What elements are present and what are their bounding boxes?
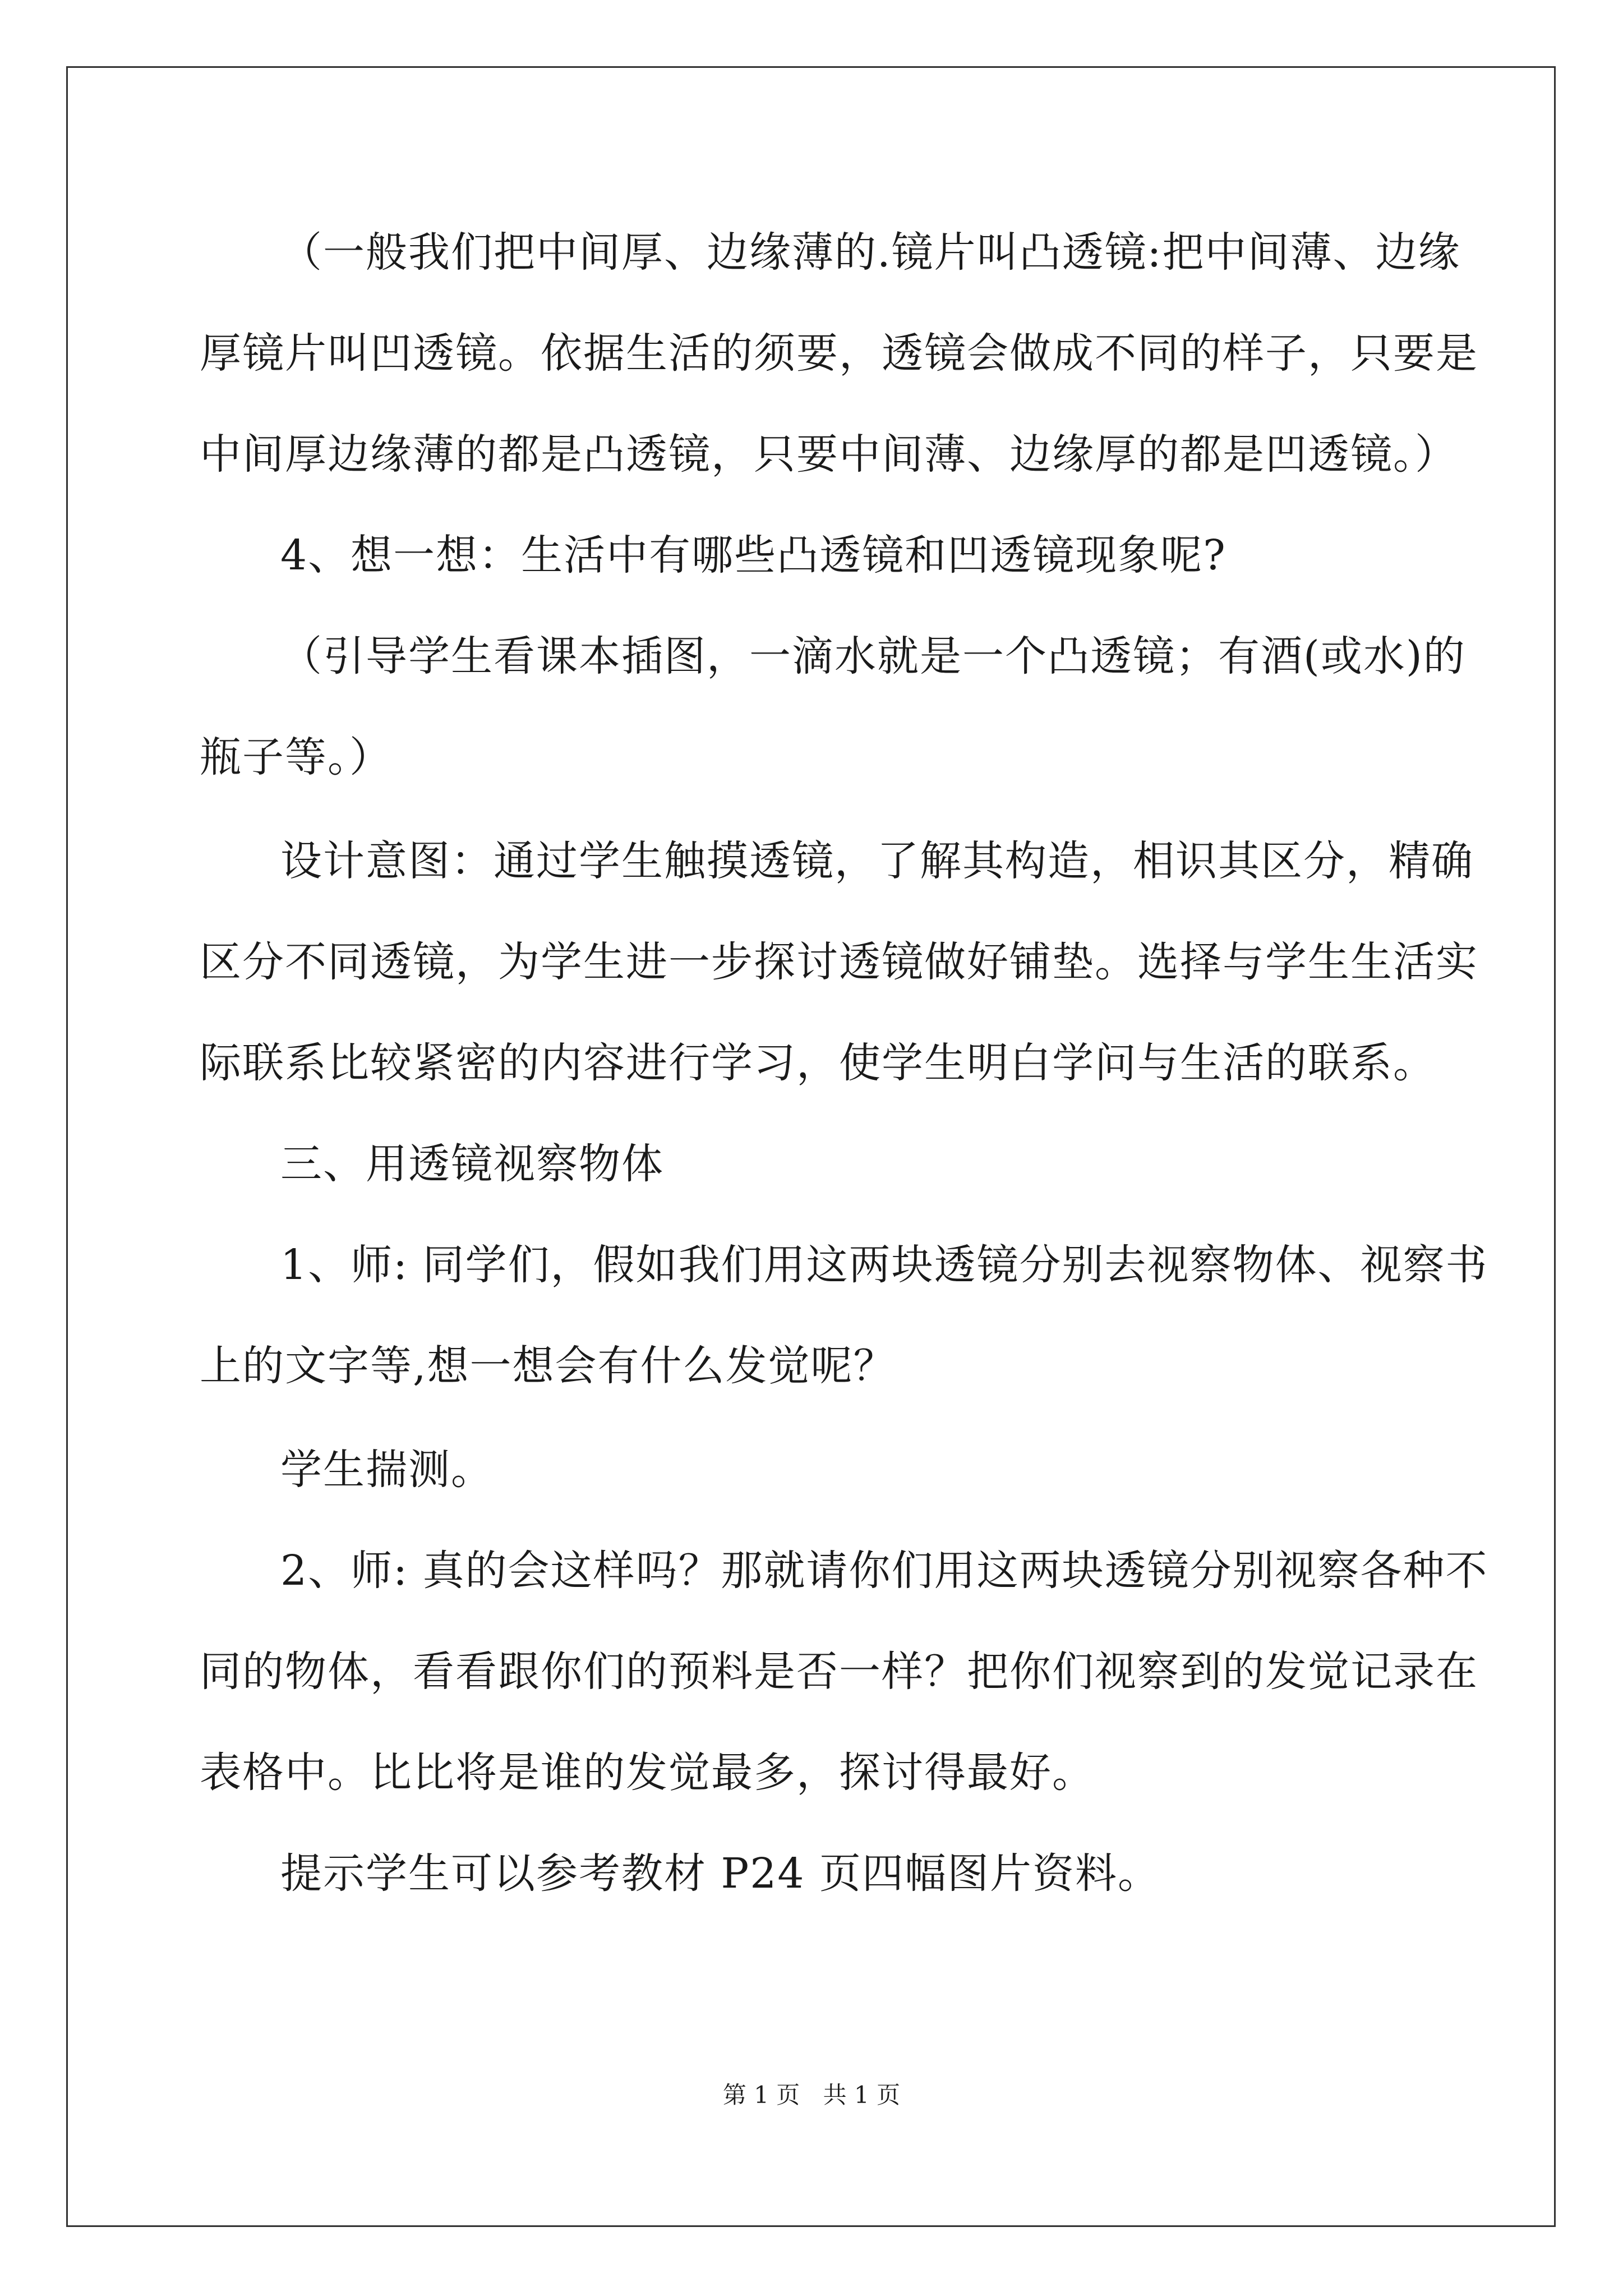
section-heading: 三、用透镜视察物体: [280, 1140, 664, 1188]
paragraph-line: 学生揣测。: [280, 1446, 494, 1494]
page-number: 第 1 页: [722, 2081, 800, 2109]
paragraph-line: 设计意图：通过学生触摸透镜，了解其构造，相识其区分，精确: [280, 837, 1474, 885]
paragraph-line: 瓶子等。）: [200, 733, 392, 781]
paragraph-line: 表格中。比比将是谁的发觉最多，探讨得最好。: [200, 1749, 1095, 1797]
paragraph-line: （引导学生看课本插图，一滴水就是一个凸透镜；有酒(或水)的: [280, 632, 1466, 680]
paragraph-line: 提示学生可以参考教材 P24 页四幅图片资料。: [280, 1849, 1160, 1898]
paragraph-line: 区分不同透镜，为学生进一步探讨透镜做好铺垫。选择与学生生活实: [200, 938, 1478, 986]
paragraph-line: 4、想一想：生活中有哪些凸透镜和凹透镜现象呢?: [280, 531, 1227, 579]
paragraph-line: 厚镜片叫凹透镜。依据生活的须要，透镜会做成不同的样子，只要是: [200, 329, 1478, 378]
paragraph-line: 2、师: 真的会这样吗？那就请你们用这两块透镜分别视察各种不: [280, 1547, 1488, 1595]
paragraph-line: 上的文字等,想一想会有什么发觉呢？: [200, 1342, 896, 1390]
paragraph-line: 同的物体，看看跟你们的预料是否一样？把你们视察到的发觉记录在: [200, 1648, 1478, 1696]
page-footer: [0, 2078, 1623, 2112]
paragraph-line: 际联系比较紧密的内容进行学习，使学生明白学问与生活的联系。: [200, 1039, 1436, 1087]
paragraph-line: 1、师: 同学们，假如我们用这两块透镜分别去视察物体、视察书: [280, 1241, 1488, 1289]
page-total: 共 1 页: [823, 2081, 901, 2109]
paragraph-line: 中间厚边缘薄的都是凸透镜，只要中间薄、边缘厚的都是凹透镜。）: [200, 430, 1458, 478]
paragraph-line: （一般我们把中间厚、边缘薄的.镜片叫凸透镜:把中间薄、边缘: [280, 228, 1461, 277]
